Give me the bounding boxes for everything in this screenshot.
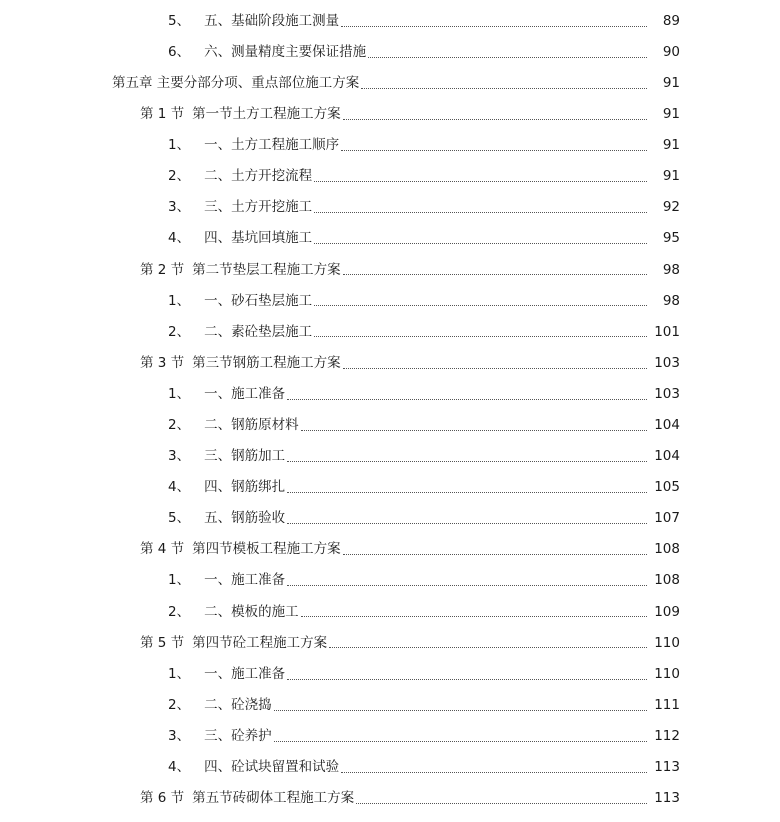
toc-entry[interactable] <box>0 752 780 783</box>
toc-entry-page: 113 <box>654 759 680 776</box>
dot-leader <box>274 740 647 742</box>
dot-leader <box>287 584 647 586</box>
toc-entry-number: 第 4 节 <box>140 541 185 558</box>
toc-entry-number: 第 3 节 <box>140 354 185 371</box>
toc-section-entry[interactable] <box>0 535 780 566</box>
toc-entry-page: 108 <box>654 541 680 558</box>
dot-leader <box>287 460 647 462</box>
toc-entry[interactable] <box>0 6 780 37</box>
toc-entry-number: 1、 <box>168 385 191 402</box>
toc-entry-page: 113 <box>654 790 680 807</box>
toc-entry-page: 104 <box>654 417 680 434</box>
toc-entry[interactable] <box>0 317 780 348</box>
toc-entry-title: 一、施工准备 <box>204 385 286 402</box>
toc-entry-page: 103 <box>654 385 680 402</box>
toc-entry-title: 四、基坑回填施工 <box>204 230 313 247</box>
toc-entry[interactable] <box>0 37 780 68</box>
toc-section-entry[interactable] <box>0 348 780 379</box>
toc-entry-title: 第二节垫层工程施工方案 <box>192 261 341 278</box>
toc-entry-number: 4、 <box>168 479 191 496</box>
toc-entry-title: 第四节砼工程施工方案 <box>192 634 328 651</box>
table-of-contents <box>0 6 780 814</box>
toc-entry-page: 90 <box>662 43 680 60</box>
toc-entry-title: 五、钢筋验收 <box>204 510 286 527</box>
dot-leader <box>314 211 647 213</box>
toc-entry[interactable] <box>0 193 780 224</box>
toc-entry-title: 四、钢筋绑扎 <box>204 479 286 496</box>
dot-leader <box>287 522 647 524</box>
dot-leader <box>314 335 647 337</box>
toc-entry[interactable] <box>0 161 780 192</box>
toc-entry[interactable] <box>0 504 780 535</box>
toc-entry-number: 1、 <box>168 292 191 309</box>
toc-entry[interactable] <box>0 286 780 317</box>
toc-entry-title: 一、施工准备 <box>204 665 286 682</box>
toc-entry[interactable] <box>0 566 780 597</box>
toc-entry-page: 98 <box>662 292 680 309</box>
toc-entry-title: 第四节模板工程施工方案 <box>192 541 341 558</box>
toc-entry-page: 111 <box>654 696 680 713</box>
dot-leader <box>314 180 647 182</box>
dot-leader <box>314 242 647 244</box>
toc-entry[interactable] <box>0 441 780 472</box>
dot-leader <box>274 709 647 711</box>
toc-entry-number: 5、 <box>168 12 191 29</box>
toc-entry-number: 第 6 节 <box>140 790 185 807</box>
toc-entry-title: 二、钢筋原材料 <box>204 417 299 434</box>
toc-entry-number: 2、 <box>168 323 191 340</box>
toc-entry-page: 91 <box>662 137 680 154</box>
toc-entry-number: 2、 <box>168 603 191 620</box>
toc-entry-page: 103 <box>654 354 680 371</box>
toc-entry-number: 1、 <box>168 572 191 589</box>
toc-entry-page: 109 <box>654 603 680 620</box>
toc-entry[interactable] <box>0 690 780 721</box>
dot-leader <box>287 491 647 493</box>
toc-entry[interactable] <box>0 379 780 410</box>
toc-entry-page: 92 <box>662 199 680 216</box>
toc-entry-title: 一、施工准备 <box>204 572 286 589</box>
toc-entry[interactable] <box>0 130 780 161</box>
toc-entry-number: 2、 <box>168 168 191 185</box>
toc-entry-number: 6、 <box>168 43 191 60</box>
toc-entry[interactable] <box>0 410 780 441</box>
toc-entry-number: 1、 <box>168 137 191 154</box>
toc-entry-title: 六、测量精度主要保证措施 <box>204 43 367 60</box>
toc-entry-number: 2、 <box>168 417 191 434</box>
toc-entry-title: 二、模板的施工 <box>204 603 299 620</box>
dot-leader <box>301 429 647 431</box>
toc-entry-title: 二、土方开挖流程 <box>204 168 313 185</box>
dot-leader <box>361 87 647 89</box>
dot-leader <box>343 273 647 275</box>
toc-entry-number: 3、 <box>168 448 191 465</box>
toc-entry-title: 三、土方开挖施工 <box>204 199 313 216</box>
dot-leader <box>368 56 647 58</box>
toc-entry-title: 二、砼浇捣 <box>204 696 272 713</box>
toc-entry-title: 三、钢筋加工 <box>204 448 286 465</box>
toc-chapter-entry[interactable] <box>0 68 780 99</box>
toc-entry-number: 3、 <box>168 727 191 744</box>
toc-entry-title: 第五节砖砌体工程施工方案 <box>192 790 355 807</box>
toc-entry-page: 89 <box>662 12 680 29</box>
toc-entry-page: 104 <box>654 448 680 465</box>
toc-entry-number: 4、 <box>168 759 191 776</box>
dot-leader <box>343 553 647 555</box>
toc-entry-title: 第五章 主要分部分项、重点部位施工方案 <box>112 74 360 91</box>
toc-entry-number: 第 5 节 <box>140 634 185 651</box>
dot-leader <box>341 149 647 151</box>
toc-entry[interactable] <box>0 472 780 503</box>
toc-entry-page: 91 <box>662 106 680 123</box>
toc-section-entry[interactable] <box>0 783 780 814</box>
dot-leader <box>341 771 647 773</box>
toc-entry-number: 1、 <box>168 665 191 682</box>
toc-section-entry[interactable] <box>0 99 780 130</box>
toc-entry-title: 四、砼试块留置和试验 <box>204 759 340 776</box>
toc-entry-number: 第 1 节 <box>140 106 185 123</box>
toc-entry-title: 一、砂石垫层施工 <box>204 292 313 309</box>
toc-entry-title: 第三节钢筋工程施工方案 <box>192 354 341 371</box>
dot-leader <box>329 646 647 648</box>
toc-entry-title: 五、基础阶段施工测量 <box>204 12 340 29</box>
dot-leader <box>287 678 647 680</box>
toc-entry[interactable] <box>0 659 780 690</box>
toc-entry-page: 91 <box>662 168 680 185</box>
toc-entry-page: 98 <box>662 261 680 278</box>
toc-entry-title: 一、土方工程施工顺序 <box>204 137 340 154</box>
toc-section-entry[interactable] <box>0 628 780 659</box>
toc-entry-page: 112 <box>654 727 680 744</box>
toc-entry-title: 三、砼养护 <box>204 727 272 744</box>
toc-entry-page: 107 <box>654 510 680 527</box>
toc-entry-number: 第 2 节 <box>140 261 185 278</box>
toc-entry[interactable] <box>0 597 780 628</box>
dot-leader <box>341 25 647 27</box>
toc-entry-page: 95 <box>662 230 680 247</box>
dot-leader <box>356 802 647 804</box>
dot-leader <box>343 118 647 120</box>
toc-entry[interactable] <box>0 224 780 255</box>
toc-entry-title: 二、素砼垫层施工 <box>204 323 313 340</box>
toc-entry-page: 105 <box>654 479 680 496</box>
toc-entry-page: 91 <box>662 74 680 91</box>
toc-entry-number: 3、 <box>168 199 191 216</box>
toc-entry-page: 110 <box>654 665 680 682</box>
toc-entry[interactable] <box>0 721 780 752</box>
toc-entry-number: 5、 <box>168 510 191 527</box>
toc-section-entry[interactable] <box>0 255 780 286</box>
toc-entry-page: 101 <box>654 323 680 340</box>
toc-entry-page: 110 <box>654 634 680 651</box>
toc-entry-number: 4、 <box>168 230 191 247</box>
dot-leader <box>301 615 647 617</box>
dot-leader <box>314 304 647 306</box>
toc-entry-page: 108 <box>654 572 680 589</box>
dot-leader <box>287 398 647 400</box>
dot-leader <box>343 367 647 369</box>
toc-entry-title: 第一节土方工程施工方案 <box>192 106 341 123</box>
toc-entry-number: 2、 <box>168 696 191 713</box>
